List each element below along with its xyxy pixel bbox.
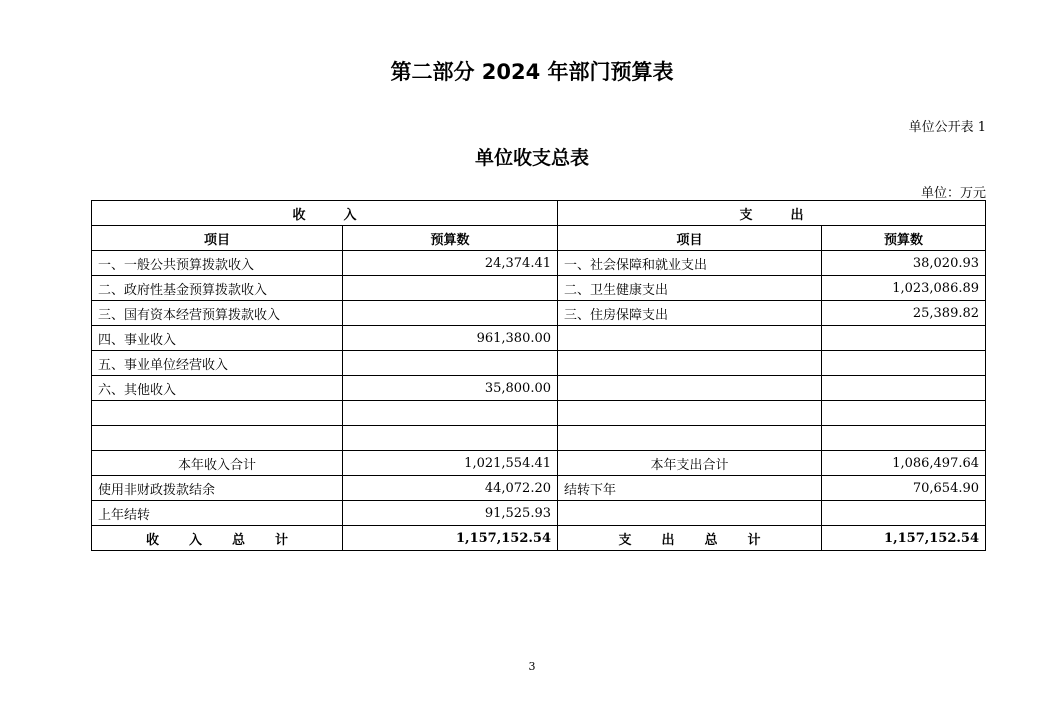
income-subtotal-amount: 1,021,554.41 <box>343 451 558 476</box>
expense-section-header: 支出 <box>558 201 986 226</box>
income-amount: 91,525.93 <box>343 501 558 526</box>
expense-subtotal-amount: 1,086,497.64 <box>822 451 986 476</box>
expense-item <box>558 351 822 376</box>
expense-amount: 1,023,086.89 <box>822 276 986 301</box>
expense-amount: 38,020.93 <box>822 251 986 276</box>
table-row <box>92 251 986 276</box>
income-item: 六、其他收入 <box>92 376 343 401</box>
table-row <box>92 426 986 451</box>
income-amount-header: 预算数 <box>343 226 558 251</box>
income-amount: 961,380.00 <box>343 326 558 351</box>
income-amount <box>343 301 558 326</box>
expense-item <box>558 326 822 351</box>
income-item <box>92 401 343 426</box>
income-total-amount: 1,157,152.54 <box>343 526 558 551</box>
expense-item <box>558 401 822 426</box>
table-row <box>92 276 986 301</box>
unit-label: 单位：万元 <box>920 186 986 201</box>
income-item: 五、事业单位经营收入 <box>92 351 343 376</box>
expense-total-label: 支出总计 <box>558 526 822 551</box>
page-number: 3 <box>528 660 536 673</box>
table-row <box>92 476 986 501</box>
column-header-row <box>92 226 986 251</box>
income-amount <box>343 276 558 301</box>
income-amount: 35,800.00 <box>343 376 558 401</box>
table-row <box>92 326 986 351</box>
income-subtotal-label: 本年收入合计 <box>92 451 343 476</box>
budget-table <box>91 200 986 551</box>
income-amount: 24,374.41 <box>343 251 558 276</box>
table-title: 单位收支总表 <box>474 147 589 169</box>
income-item: 上年结转 <box>92 501 343 526</box>
expense-amount <box>822 376 986 401</box>
expense-item: 一、社会保障和就业支出 <box>558 251 822 276</box>
expense-amount <box>822 326 986 351</box>
expense-item <box>558 426 822 451</box>
income-item: 二、政府性基金预算拨款收入 <box>92 276 343 301</box>
expense-item: 结转下年 <box>558 476 822 501</box>
income-section-header: 收入 <box>92 201 558 226</box>
section-header-row <box>92 201 986 226</box>
subtotal-row <box>92 451 986 476</box>
income-amount <box>343 351 558 376</box>
table-row <box>92 501 986 526</box>
table-row <box>92 401 986 426</box>
table-row <box>92 376 986 401</box>
expense-item <box>558 376 822 401</box>
expense-total-amount: 1,157,152.54 <box>822 526 986 551</box>
expense-amount <box>822 426 986 451</box>
grand-total-row <box>92 526 986 551</box>
income-item: 三、国有资本经营预算拨款收入 <box>92 301 343 326</box>
part-title: 第二部分 2024 年部门预算表 <box>390 60 674 84</box>
expense-subtotal-label: 本年支出合计 <box>558 451 822 476</box>
table-row <box>92 351 986 376</box>
table-number: 单位公开表 1 <box>908 120 986 135</box>
income-item: 四、事业收入 <box>92 326 343 351</box>
expense-item-header: 项目 <box>558 226 822 251</box>
income-total-label: 收入总计 <box>92 526 343 551</box>
income-amount <box>343 401 558 426</box>
expense-item: 三、住房保障支出 <box>558 301 822 326</box>
expense-amount <box>822 501 986 526</box>
expense-amount <box>822 351 986 376</box>
expense-amount: 25,389.82 <box>822 301 986 326</box>
income-amount <box>343 426 558 451</box>
expense-item: 二、卫生健康支出 <box>558 276 822 301</box>
income-amount: 44,072.20 <box>343 476 558 501</box>
income-item: 使用非财政拨款结余 <box>92 476 343 501</box>
income-item-header: 项目 <box>92 226 343 251</box>
expense-amount: 70,654.90 <box>822 476 986 501</box>
table-row <box>92 301 986 326</box>
expense-item <box>558 501 822 526</box>
income-item: 一、一般公共预算拨款收入 <box>92 251 343 276</box>
income-item <box>92 426 343 451</box>
expense-amount-header: 预算数 <box>822 226 986 251</box>
expense-amount <box>822 401 986 426</box>
